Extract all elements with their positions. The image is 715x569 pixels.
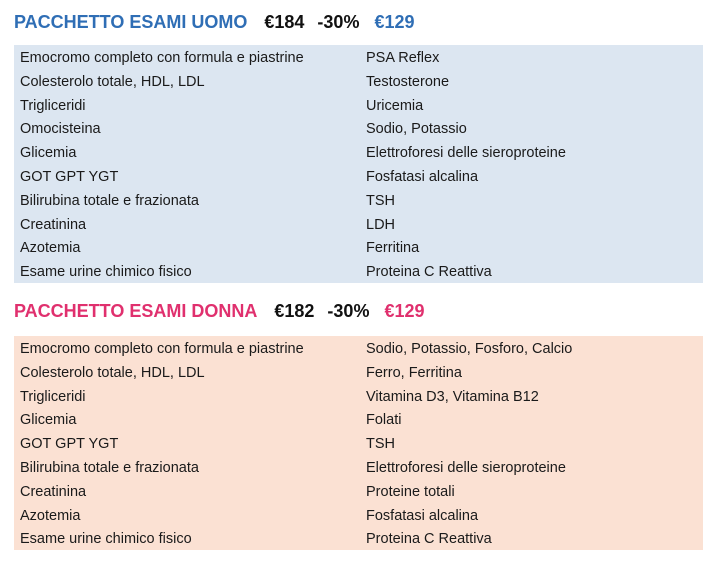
men-package-heading — [14, 12, 415, 32]
list-item — [14, 481, 703, 505]
list-item — [14, 71, 703, 95]
exam-left: Esame urine chimico fisico — [20, 264, 192, 281]
exam-left: Bilirubina totale e frazionata — [20, 459, 199, 476]
men-discount: -30% — [317, 12, 360, 32]
women-exam-list — [14, 336, 703, 550]
list-item — [14, 338, 703, 362]
exam-right: Elettroforesi delle sieroproteine — [366, 459, 566, 476]
list-item — [14, 528, 703, 552]
exam-left: Esame urine chimico fisico — [20, 531, 192, 548]
exam-left: Trigliceridi — [20, 388, 86, 405]
exam-right: Vitamina D3, Vitamina B12 — [366, 388, 539, 405]
exam-left: Colesterolo totale, HDL, LDL — [20, 73, 205, 90]
list-item — [14, 505, 703, 529]
list-item — [14, 118, 703, 142]
list-item — [14, 386, 703, 410]
exam-right: Proteine totali — [366, 483, 455, 500]
list-item — [14, 190, 703, 214]
exam-right: Proteina C Reattiva — [366, 264, 492, 281]
exam-right: TSH — [366, 192, 395, 209]
list-item — [14, 433, 703, 457]
exam-right: Testosterone — [366, 73, 450, 90]
exam-right: PSA Reflex — [366, 50, 440, 66]
exam-left: Colesterolo totale, HDL, LDL — [20, 364, 205, 381]
list-item — [14, 237, 703, 261]
exam-left: Emocromo completo con formula e piastrine — [20, 341, 304, 357]
list-item — [14, 261, 703, 285]
exam-left: Creatinina — [20, 483, 87, 500]
exam-left: Omocisteina — [20, 121, 101, 138]
list-item — [14, 142, 703, 166]
list-item — [14, 166, 703, 190]
exam-right: Ferro, Ferritina — [366, 364, 462, 381]
exam-right: Sodio, Potassio, Fosforo, Calcio — [366, 341, 573, 357]
exam-right: Uricemia — [366, 97, 424, 114]
exam-right: Ferritina — [366, 240, 420, 257]
women-new-price: €129 — [384, 301, 425, 321]
list-item — [14, 95, 703, 119]
women-old-price: €182 — [274, 301, 315, 321]
exam-left: Azotemia — [20, 240, 81, 257]
list-item — [14, 409, 703, 433]
exam-left: Azotemia — [20, 507, 81, 524]
exam-right: Fosfatasi alcalina — [366, 168, 479, 185]
exam-right: Sodio, Potassio — [366, 121, 467, 138]
exam-left: Trigliceridi — [20, 97, 86, 114]
men-exam-list — [14, 45, 703, 283]
exam-right: Proteina C Reattiva — [366, 531, 492, 548]
exam-left: Glicemia — [20, 145, 77, 162]
exam-left: GOT GPT YGT — [20, 436, 119, 453]
women-package-title: PACCHETTO ESAMI DONNA — [14, 301, 258, 321]
exam-left: Glicemia — [20, 412, 77, 429]
men-package-title: PACCHETTO ESAMI UOMO — [14, 12, 248, 32]
exam-left: GOT GPT YGT — [20, 168, 119, 185]
exam-right: LDH — [366, 216, 396, 233]
list-item — [14, 457, 703, 481]
women-package-heading — [14, 301, 425, 321]
exam-left: Bilirubina totale e frazionata — [20, 192, 199, 209]
women-discount: -30% — [327, 301, 370, 321]
exam-right: Folati — [366, 412, 402, 429]
list-item — [14, 214, 703, 238]
list-item — [14, 47, 703, 71]
exam-left: Emocromo completo con formula e piastrine — [20, 50, 304, 66]
exam-right: TSH — [366, 436, 395, 453]
exam-right: Fosfatasi alcalina — [366, 507, 479, 524]
men-old-price: €184 — [264, 12, 305, 32]
men-new-price: €129 — [374, 12, 415, 32]
exam-left: Creatinina — [20, 216, 87, 233]
exam-right: Elettroforesi delle sieroproteine — [366, 145, 566, 162]
list-item — [14, 362, 703, 386]
